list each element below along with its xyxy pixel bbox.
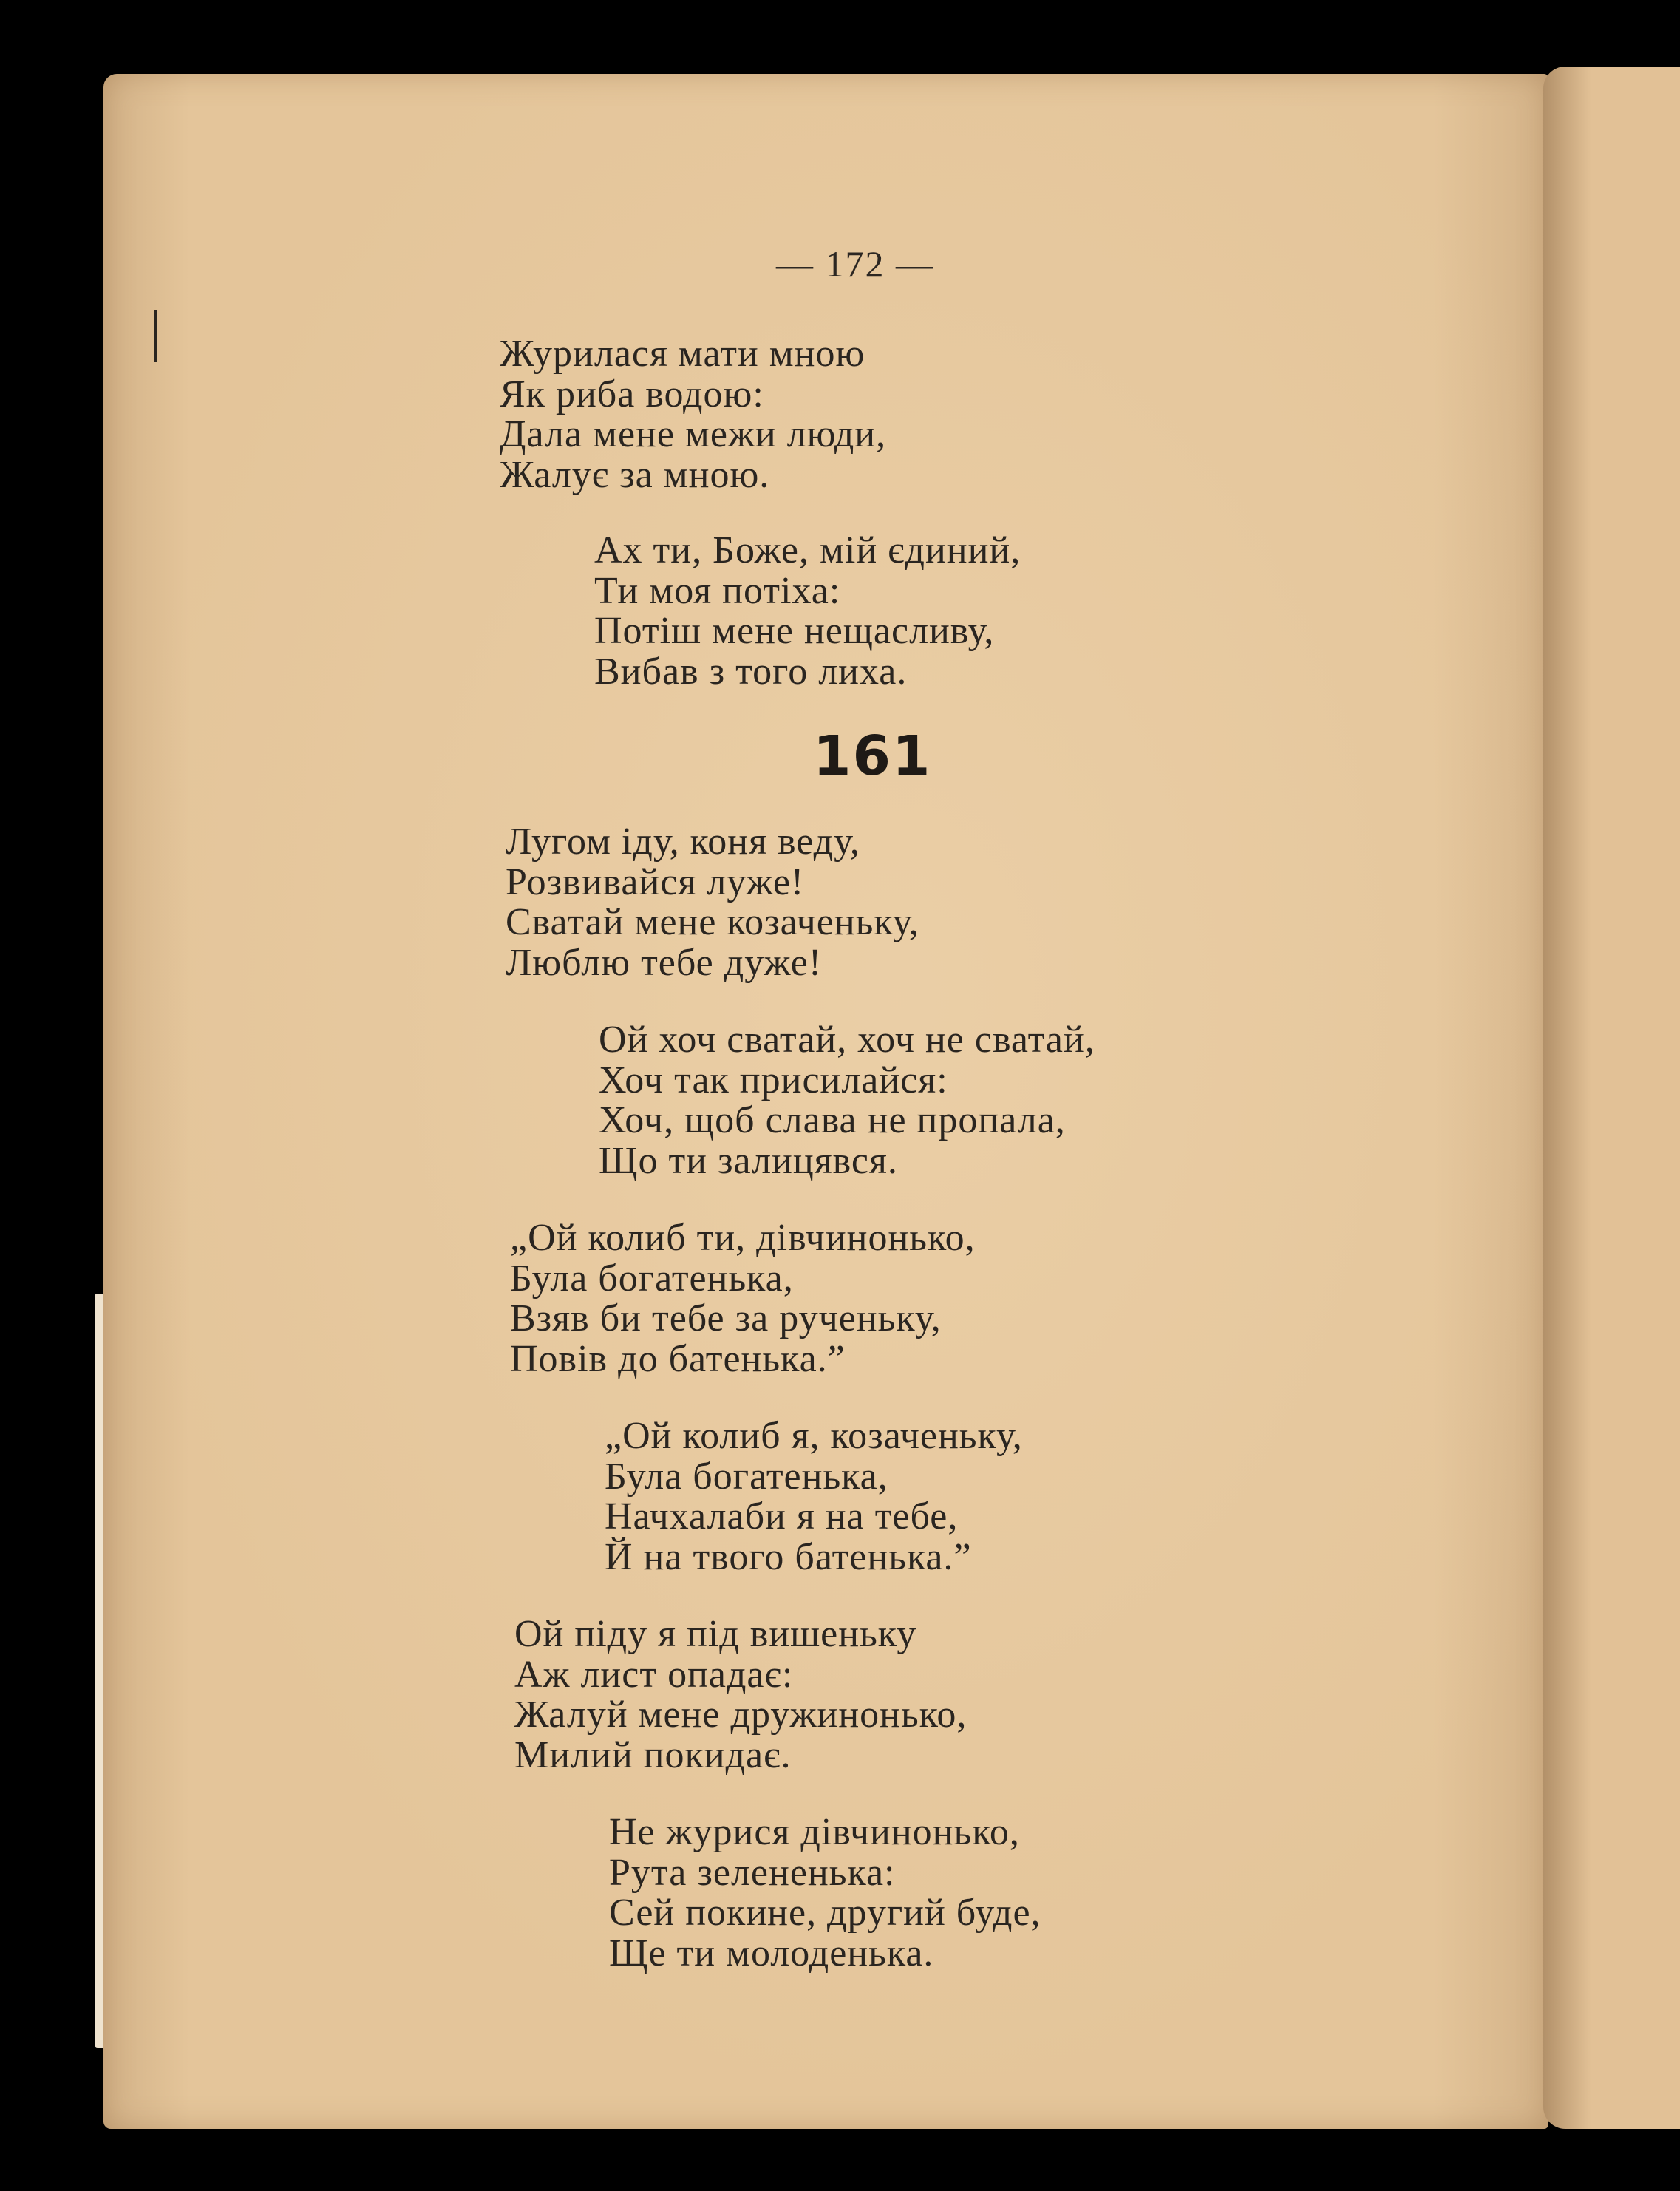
- verse-line: Ой піду я під вишеньку: [514, 1613, 917, 1655]
- verse-line: Взяв би тебе за рученьку,: [510, 1297, 942, 1339]
- stanza-5: [510, 1218, 976, 1379]
- verse-line: Рута зелененька:: [609, 1851, 896, 1894]
- stanza-7: [514, 1614, 967, 1776]
- verse-line: „Ой колиб ти, дівчинонько,: [510, 1217, 976, 1259]
- stanza-2: [594, 531, 1021, 692]
- verse-line: Розвивайся луже!: [506, 860, 805, 903]
- verse-line: Вибав з того лиха.: [594, 650, 908, 693]
- verse-line: Начхалаби я на тебе,: [605, 1495, 959, 1538]
- verse-line: Ах ти, Боже, мій єдиний,: [594, 529, 1021, 571]
- verse-line: Сватай мене козаченьку,: [506, 901, 919, 943]
- stanza-3: [506, 822, 919, 983]
- stanza-6: [605, 1416, 1023, 1577]
- verse-line: Ти моя потіха:: [594, 569, 841, 612]
- verse-line: Ще ти молоденька.: [609, 1932, 934, 1974]
- verse-line: Не журися дівчинонько,: [609, 1811, 1020, 1853]
- verse-line: Дала мене межи люди,: [500, 413, 887, 455]
- verse-line: Була богатенька,: [605, 1455, 888, 1498]
- verse-line: Й на твого батенька.”: [605, 1535, 972, 1578]
- verse-line: Жалуй мене дружинонько,: [514, 1694, 967, 1736]
- verse-line: Хоч, щоб слава не пропала,: [599, 1099, 1066, 1141]
- verse-line: Лугом іду, коня веду,: [506, 821, 860, 863]
- verse-line: Була богатенька,: [510, 1257, 794, 1300]
- verse-line: Потіш мене нещасливу,: [594, 610, 995, 652]
- stanza-8: [609, 1813, 1041, 1974]
- verse-line: Ой хоч сватай, хоч не сватай,: [599, 1019, 1095, 1061]
- verse-line: Сей покине, другий буде,: [609, 1892, 1041, 1934]
- verse-line: Аж лист опадає:: [514, 1653, 794, 1696]
- verse-line: Як риба водою:: [500, 373, 764, 415]
- right-page-edge: [1543, 67, 1680, 2129]
- verse-line: Милий покидає.: [514, 1733, 792, 1776]
- verse-line: Жалує за мною.: [500, 453, 770, 496]
- stanza-4: [599, 1020, 1095, 1181]
- verse-line: Повів до батенька.”: [510, 1337, 846, 1380]
- verse-line: „Ой колиб я, козаченьку,: [605, 1415, 1023, 1457]
- stanza-1: [500, 334, 886, 495]
- ink-mark: [154, 310, 157, 362]
- verse-line: Хоч так присилайся:: [599, 1059, 948, 1101]
- verse-line: Люблю тебе дуже!: [506, 941, 823, 984]
- page-number: — 172 —: [776, 243, 934, 285]
- song-number: 161: [813, 724, 932, 788]
- verse-line: Що ти залицявся.: [599, 1139, 898, 1182]
- verse-line: Журилася мати мною: [500, 333, 865, 375]
